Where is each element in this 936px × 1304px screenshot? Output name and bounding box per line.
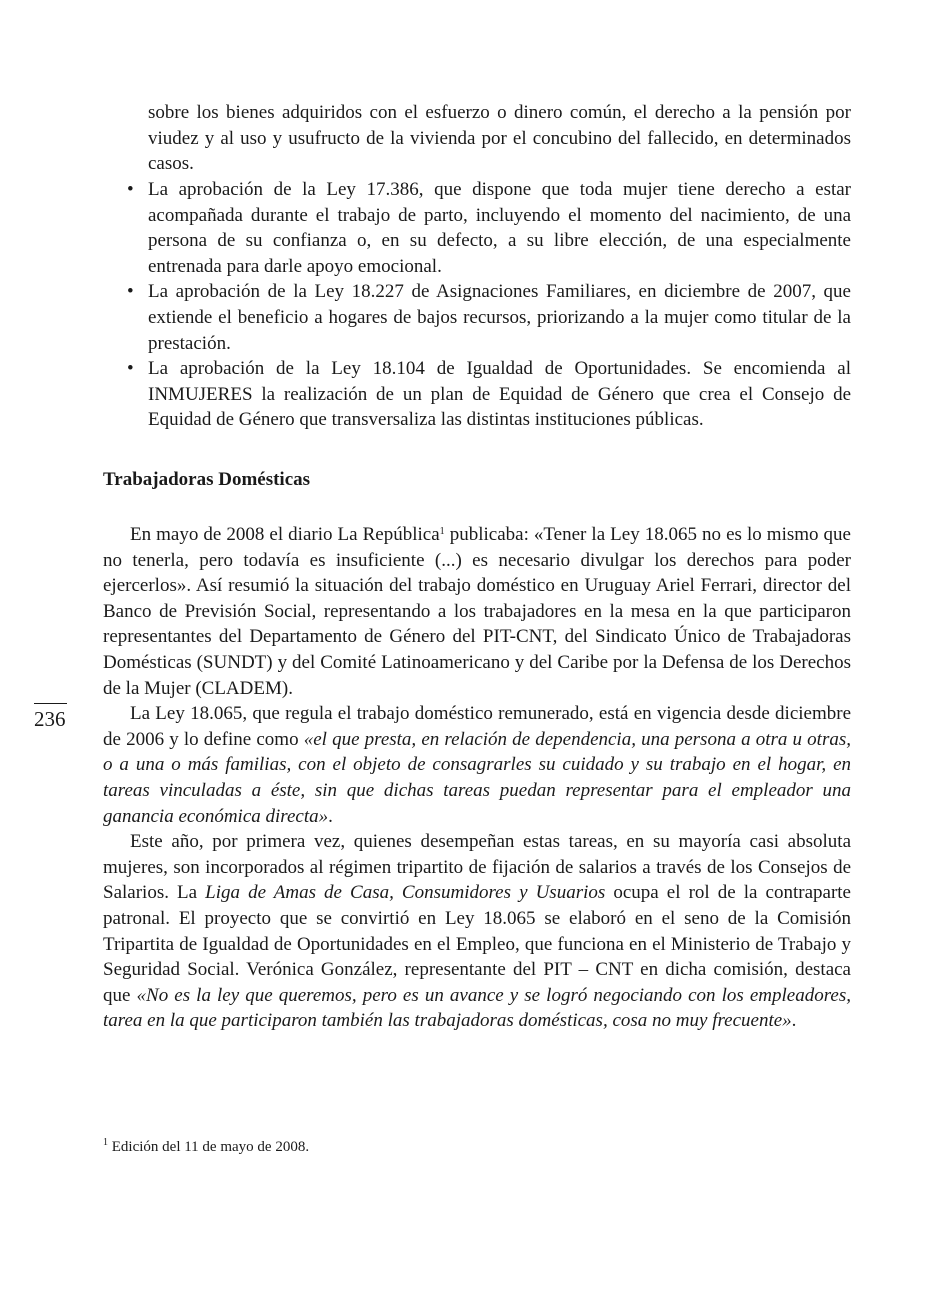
paragraph-text: . bbox=[791, 1010, 797, 1032]
paragraph-text: publicaba: «Tener la Ley 18.065 no es lo mismo que no tenerla, pero todavía es insuficiente (...) es necesario divulgar los derechos para poder ejercerlos». Así resumió la situación del trabajo doméstico en Uruguay Ariel Ferrari, director del Banco de Previsión Social, representando a los trabajadores en la mesa en la que participaron representantes del Departamento de Género del PIT-CNT, del Sindicato Único de Trabajadoras Domésticas (SUNDT) y del Comité Latinoamericano y del Caribe por la Defensa de los Derechos de la Mujer (CLADEM). bbox=[103, 524, 851, 699]
footnote-text: Edición del 11 de mayo de 2008. bbox=[108, 1139, 310, 1155]
list-item bbox=[127, 177, 851, 279]
list-item bbox=[127, 279, 851, 356]
organization-name: Liga de Amas de Casa, Consumidores y Usuarios bbox=[205, 882, 606, 904]
footnote-reference: 1 bbox=[439, 526, 445, 537]
page-number: 236 bbox=[34, 707, 66, 731]
quote-text: «el que presta, en relación de dependencia, una persona a otra u otras, o a una o más familias, con el objeto de consagrarles su cuidado y su trabajo en el hogar, en tareas vinculadas a éste, sin que dichas tareas puedan representar para el empleador una ganancia económica directa» bbox=[103, 728, 851, 827]
bullet-icon: • bbox=[127, 281, 134, 303]
quote-text: «No es la ley que queremos, pero es un avance y se logró negociando con los empleadores, tarea en la que participaron también las trabajadoras domésticas, cosa no muy frecuente» bbox=[103, 984, 852, 1032]
paragraph bbox=[103, 701, 851, 829]
footnote-marker: 1 bbox=[103, 1137, 108, 1148]
list-item bbox=[127, 356, 851, 433]
paragraph-text: ocupa el rol de la contraparte patronal. El proyecto que se convirtió en Ley 18.065 se elaboró en el seno de la Comisión Tripartita de Igualdad de Oportunidades en el Empleo, que funciona en el Ministerio de Trabajo y Seguridad Social. Verónica González, representante del PIT – CNT en dicha comisión, destaca que bbox=[103, 882, 851, 1006]
paragraph-text: En mayo de 2008 el diario La República bbox=[130, 524, 440, 545]
paragraph bbox=[103, 829, 851, 1034]
footnote bbox=[103, 1139, 309, 1156]
list-item-text: La aprobación de la Ley 17.386, que dispone que toda mujer tiene derecho a estar acompañada durante el trabajo de parto, incluyendo el momento del nacimiento, de una persona de su confianza o, en su defecto, a su libre elección, de una especialmente entrenada para darle apoyo emocional. bbox=[148, 179, 851, 277]
bullet-list bbox=[127, 177, 851, 433]
list-item-text: La aprobación de la Ley 18.104 de Igualdad de Oportunidades. Se encomienda al INMUJERES la realización de un plan de Equidad de Género que crea el Consejo de Equidad de Género que transversaliza las distintas instituciones públicas. bbox=[148, 358, 851, 431]
list-item-text: La aprobación de la Ley 18.227 de Asignaciones Familiares, en diciembre de 2007, que extiende el beneficio a hogares de bajos recursos, priorizando a la mujer como titular de la prestación. bbox=[148, 281, 851, 354]
bullet-icon: • bbox=[127, 179, 134, 200]
paragraph-text: La Ley 18.065, que regula el trabajo doméstico remunerado, está en vigencia desde diciembre de 2006 y lo define como bbox=[103, 703, 851, 750]
paragraph-text: . bbox=[328, 805, 333, 827]
section-heading: Trabajadoras Domésticas bbox=[103, 469, 311, 490]
bullet-icon: • bbox=[127, 358, 134, 380]
body-text bbox=[103, 522, 851, 1034]
paragraph-text: Este año, por primera vez, quienes desempeñan estas tareas, en su mayoría casi absoluta mujeres, son incorporados al régimen tripartito de fijación de salarios a través de los Consejos de Salarios. La bbox=[103, 831, 851, 904]
continuation-paragraph: sobre los bienes adquiridos con el esfuerzo o dinero común, el derecho a la pensión por viudez y al uso y usufructo de la vivienda por el concubino del fallecido, en determinados casos. bbox=[148, 102, 851, 175]
page-number-rule bbox=[34, 703, 67, 704]
paragraph bbox=[103, 522, 851, 701]
